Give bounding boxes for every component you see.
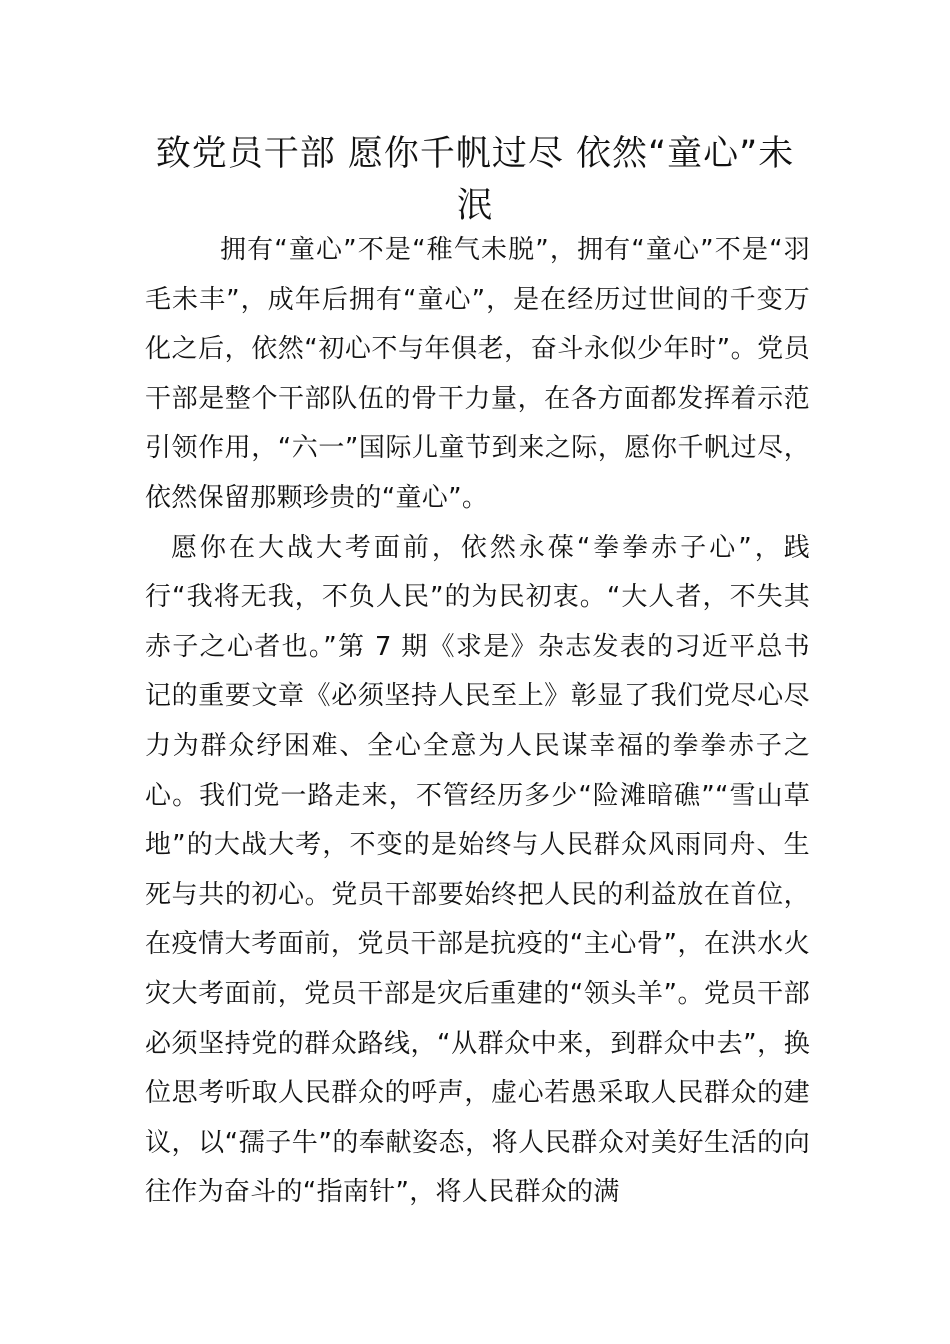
paragraph-intro: 拥有“童心”不是“稚气未脱”，拥有“童心”不是“羽毛未丰”，成年后拥有“童心”，是在经历过世间的千变万化之后，依然“初心不与年俱老，奋斗永似少年时”。党员干部是整个干部队伍的骨干力量，在各方面都发挥着示范引领作用，“六一”国际儿童节到来之际，愿你千帆过尽，依然保留那颗珍贵的“童心”。	[145, 235, 810, 513]
paragraph-red-heart: 愿你在大战大考面前，依然永葆“拳拳赤子心”，践行“我将无我，不负人民”的为民初衷。“大人者，不失其赤子之心者也。”第 7 期《求是》杂志发表的习近平总书记的重要文章《必须坚持人民至上》彰显了我们党尽心尽力为群众纾困难、全心全意为人民谋幸福的拳拳赤子之心。我们党一路走来，不管经历多少“险滩暗礁”“雪山草地”的大战大考，不变的是始终与人民群众风雨同舟、生死与共的初心。党员干部要始终把人民的利益放在首位，在疫情大考面前，党员干部是抗疫的“主心骨”，在洪水火灾大考面前，党员干部是灾后重建的“领头羊”。党员干部必须坚持党的群众路线，“从群众中来，到群众中去”，换位思考听取人民群众的呼声，虚心若愚采取人民群众的建议，以“孺子牛”的奉献姿态，将人民群众对美好生活的向往作为奋斗的“指南针”，将人民群众的满	[145, 532, 810, 1208]
document-title: 致党员干部 愿你千帆过尽 依然“童心”未泯	[155, 134, 795, 226]
document-body	[145, 226, 810, 1218]
